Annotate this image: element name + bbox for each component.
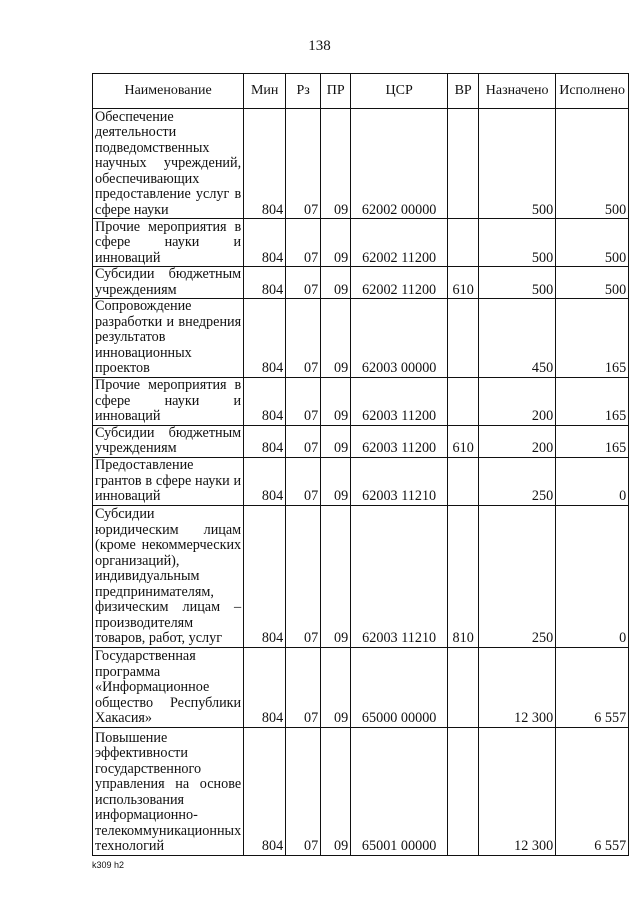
row-rz: 07 <box>286 267 321 299</box>
row-name: Субсидии бюджетным учреждениям <box>93 425 244 457</box>
row-pr: 09 <box>321 727 351 855</box>
row-csr: 62002 11200 <box>351 267 448 299</box>
table-row <box>93 647 629 727</box>
row-pr: 09 <box>321 377 351 425</box>
row-assigned: 500 <box>479 109 556 219</box>
table-row <box>93 109 629 219</box>
table-row <box>93 727 629 855</box>
row-name: Сопровождение разработки и внедрения результатов инновационных проектов <box>93 299 244 378</box>
row-rz: 07 <box>286 457 321 505</box>
row-vr: 810 <box>448 505 479 647</box>
row-csr: 62003 11200 <box>351 425 448 457</box>
row-min: 804 <box>244 267 286 299</box>
row-pr: 09 <box>321 505 351 647</box>
row-vr: 610 <box>448 267 479 299</box>
row-vr <box>448 377 479 425</box>
row-min: 804 <box>244 219 286 267</box>
row-name: Прочие мероприятия в сфере науки и инноваций <box>93 219 244 267</box>
row-assigned: 12 300 <box>479 727 556 855</box>
row-rz: 07 <box>286 109 321 219</box>
row-name: Повышение эффективности государственного управления на основе использования информационно-телекоммуникационных технологий <box>93 727 244 855</box>
row-executed: 500 <box>556 109 629 219</box>
row-csr: 62002 00000 <box>351 109 448 219</box>
row-vr: 610 <box>448 425 479 457</box>
row-csr: 62003 11210 <box>351 457 448 505</box>
row-vr <box>448 299 479 378</box>
row-name: Субсидии юридическим лицам (кроме некоммерческих организаций), индивидуальным предпринимателям, физическим лицам – производителям товаров, работ, услуг <box>93 505 244 647</box>
col-header-min: Мин <box>244 74 286 109</box>
table-row <box>93 219 629 267</box>
row-vr <box>448 109 479 219</box>
row-pr: 09 <box>321 219 351 267</box>
row-csr: 65001 00000 <box>351 727 448 855</box>
row-name: Прочие мероприятия в сфере науки и инноваций <box>93 377 244 425</box>
row-pr: 09 <box>321 647 351 727</box>
row-rz: 07 <box>286 377 321 425</box>
row-csr: 62003 00000 <box>351 299 448 378</box>
row-min: 804 <box>244 299 286 378</box>
row-name: Обеспечение деятельности подведомственных научных учреждений, обеспечивающих предоставление услуг в сфере науки <box>93 109 244 219</box>
row-name: Субсидии бюджетным учреждениям <box>93 267 244 299</box>
col-header-rz: Рз <box>286 74 321 109</box>
table-row <box>93 377 629 425</box>
row-rz: 07 <box>286 425 321 457</box>
row-rz: 07 <box>286 647 321 727</box>
row-pr: 09 <box>321 299 351 378</box>
row-name: Государственная программа «Информационное общество Республики Хакасия» <box>93 647 244 727</box>
col-header-csr: ЦСР <box>351 74 448 109</box>
row-csr: 62002 11200 <box>351 219 448 267</box>
row-executed: 500 <box>556 267 629 299</box>
table-row <box>93 505 629 647</box>
row-rz: 07 <box>286 727 321 855</box>
row-vr <box>448 219 479 267</box>
row-min: 804 <box>244 457 286 505</box>
table-header-row <box>93 74 629 109</box>
row-min: 804 <box>244 425 286 457</box>
row-assigned: 250 <box>479 505 556 647</box>
footer-code: k309 h2 <box>92 860 125 870</box>
row-vr <box>448 727 479 855</box>
col-header-name: Наименование <box>93 74 244 109</box>
row-min: 804 <box>244 377 286 425</box>
col-header-executed: Исполнено <box>556 74 629 109</box>
row-assigned: 500 <box>479 267 556 299</box>
row-min: 804 <box>244 647 286 727</box>
row-pr: 09 <box>321 425 351 457</box>
row-assigned: 200 <box>479 425 556 457</box>
row-rz: 07 <box>286 219 321 267</box>
row-csr: 65000 00000 <box>351 647 448 727</box>
page-number: 138 <box>308 38 331 54</box>
row-assigned: 200 <box>479 377 556 425</box>
row-rz: 07 <box>286 505 321 647</box>
row-executed: 6 557 <box>556 727 629 855</box>
table-row <box>93 299 629 378</box>
row-min: 804 <box>244 109 286 219</box>
row-name: Предоставление грантов в сфере науки и инноваций <box>93 457 244 505</box>
row-executed: 6 557 <box>556 647 629 727</box>
row-rz: 07 <box>286 299 321 378</box>
table-row <box>93 457 629 505</box>
row-executed: 165 <box>556 299 629 378</box>
row-vr <box>448 457 479 505</box>
col-header-vr: ВР <box>448 74 479 109</box>
row-csr: 62003 11200 <box>351 377 448 425</box>
table-row <box>93 425 629 457</box>
row-executed: 0 <box>556 457 629 505</box>
row-min: 804 <box>244 727 286 855</box>
row-executed: 165 <box>556 377 629 425</box>
row-assigned: 500 <box>479 219 556 267</box>
row-pr: 09 <box>321 457 351 505</box>
row-executed: 500 <box>556 219 629 267</box>
row-executed: 165 <box>556 425 629 457</box>
row-assigned: 450 <box>479 299 556 378</box>
row-executed: 0 <box>556 505 629 647</box>
row-assigned: 250 <box>479 457 556 505</box>
col-header-assigned: Назначено <box>479 74 556 109</box>
budget-table <box>92 73 629 856</box>
row-min: 804 <box>244 505 286 647</box>
table-row <box>93 267 629 299</box>
row-pr: 09 <box>321 267 351 299</box>
row-pr: 09 <box>321 109 351 219</box>
row-assigned: 12 300 <box>479 647 556 727</box>
col-header-pr: ПР <box>321 74 351 109</box>
row-vr <box>448 647 479 727</box>
row-csr: 62003 11210 <box>351 505 448 647</box>
